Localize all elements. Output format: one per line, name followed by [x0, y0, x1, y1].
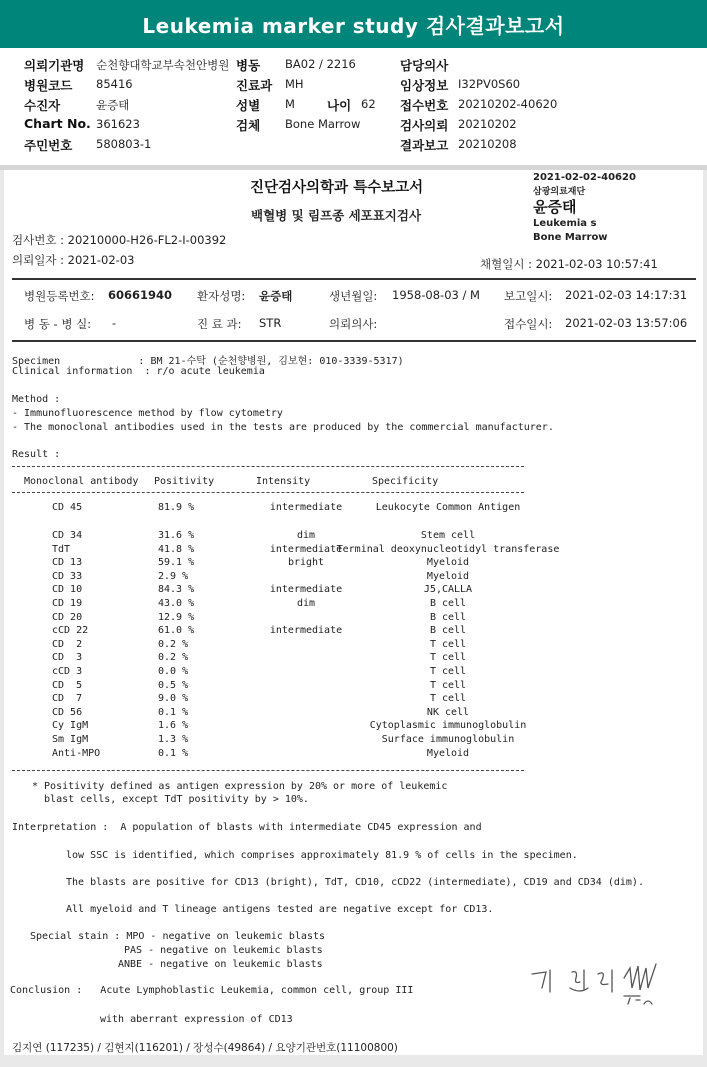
- table-row: [4, 734, 703, 748]
- test-number: 검사번호 : 20210000-H26-FL2-I-00392: [12, 233, 227, 247]
- table-row: [4, 652, 703, 666]
- positivity-cell: 84.3 %: [158, 584, 195, 596]
- patient-value: 윤증태: [96, 98, 130, 112]
- table-row: [4, 598, 703, 612]
- clinical-value: I32PV0S60: [458, 77, 521, 91]
- antibody-cell: CD 45: [52, 502, 83, 513]
- positivity-cell: 0.1 %: [158, 706, 189, 718]
- table-row: [4, 680, 703, 694]
- report-title: 진단검사의학과 특수보고서: [250, 180, 424, 196]
- dept-value: MH: [285, 77, 304, 91]
- specificity-cell: T cell: [429, 652, 467, 664]
- dob-label: 생년월일:: [329, 289, 378, 303]
- col-specificity: Specificity: [372, 476, 439, 487]
- positivity-cell: 81.9 %: [158, 502, 195, 513]
- table-row: [4, 571, 703, 585]
- ward-value: BA02 / 2216: [285, 57, 356, 71]
- table-row: [4, 557, 703, 571]
- specificity-cell: T cell: [429, 666, 467, 677]
- request-date: 의뢰일자 : 2021-02-03: [12, 253, 135, 267]
- positivity-cell: 43.0 %: [158, 598, 195, 609]
- dob-value: 1958-08-03 / M: [392, 288, 480, 302]
- positivity-cell: 0.2 %: [158, 652, 189, 664]
- specificity-cell: J5,CALLA: [423, 584, 473, 596]
- clinic-value: STR: [259, 316, 282, 330]
- specimen-value: Bone Marrow: [285, 117, 361, 131]
- table-row: [4, 639, 703, 653]
- table-row: [4, 584, 703, 598]
- age-label: 나이: [327, 98, 352, 113]
- antibody-cell: Sm IgM: [52, 734, 89, 745]
- stamp-id: 2021-02-02-40620: [533, 172, 636, 183]
- report-header: [0, 0, 707, 48]
- stamp-org: 삼광의료재단: [533, 187, 586, 197]
- patient-info-panel: [0, 48, 707, 165]
- request-value: 20210202: [458, 117, 517, 131]
- antibody-cell: CD 10: [52, 584, 83, 596]
- special-stain-line-3: ANBE - negative on leukemic blasts: [118, 959, 323, 970]
- positivity-cell: 1.3 %: [158, 734, 189, 745]
- positivity-cell: 9.0 %: [158, 693, 189, 705]
- intensity-cell: dim: [296, 530, 316, 541]
- room-value: -: [112, 316, 117, 330]
- specimen-line: Specimen : BM 21-수탁 (순천향병원, 김보현: 010-3339-5317): [12, 356, 404, 367]
- room-label: 병 동 - 병 실:: [24, 317, 92, 331]
- specificity-cell: T cell: [429, 693, 467, 705]
- code-label: 병원코드: [24, 78, 73, 93]
- interpretation-line-3: The blasts are positive for CD13 (bright), TdT, CD10, cCD22 (intermediate), CD19 and CD34 (dim).: [66, 877, 644, 888]
- specificity-cell: T cell: [429, 679, 467, 691]
- positivity-cell: 2.9 %: [158, 570, 189, 582]
- patient-label: 수진자: [24, 98, 61, 113]
- clinic-label: 진 료 과:: [197, 317, 242, 331]
- table-row: [4, 707, 703, 721]
- table-rule-header: [12, 492, 524, 493]
- specificity-cell: Myeloid: [426, 747, 470, 759]
- footnote-line-1: * Positivity defined as antigen expression by 20% or more of leukemic: [32, 781, 448, 792]
- specificity-cell: Myeloid: [426, 557, 470, 569]
- positivity-cell: 0.1 %: [158, 747, 189, 759]
- special-stain-line-1: Special stain : MPO - negative on leukemic blasts: [30, 931, 326, 942]
- table-row: [4, 693, 703, 707]
- specificity-cell: B cell: [429, 625, 467, 637]
- method-title: Method :: [12, 394, 61, 405]
- method-line-2: - The monoclonal antibodies used in the tests are produced by the commercial manufacturer.: [12, 422, 554, 433]
- table-rule-bottom: [12, 770, 524, 771]
- collect-datetime: 채혈일시 : 2021-02-03 10:57:41: [480, 257, 658, 271]
- stamp-name: 윤증태: [533, 198, 577, 216]
- col-intensity: Intensity: [256, 476, 311, 487]
- intensity-cell: bright: [287, 557, 325, 569]
- antibody-cell: cCD 3: [52, 666, 83, 677]
- footnote-line-2: blast cells, except TdT positivity by > 10%.: [32, 794, 309, 805]
- report-value: 20210208: [458, 137, 517, 151]
- antibody-cell: CD 13: [52, 557, 83, 569]
- specificity-cell: Stem cell: [420, 530, 476, 541]
- report-time-label: 보고일시:: [504, 289, 553, 303]
- positivity-cell: 0.2 %: [158, 638, 189, 650]
- specimen-label: 검체: [236, 118, 261, 133]
- special-stain-line-2: PAS - negative on leukemic blasts: [124, 945, 323, 956]
- table-row: [4, 544, 703, 558]
- code-value: 85416: [96, 77, 133, 91]
- table-rule-top: [12, 466, 524, 467]
- antibody-cell: cCD 22: [52, 625, 89, 637]
- name-value: 윤증태: [259, 289, 293, 303]
- antibody-cell: CD 2: [52, 638, 83, 650]
- hospital-label: 의뢰기관명: [24, 58, 85, 73]
- ward-label: 병동: [236, 58, 261, 73]
- antibody-cell: Cy IgM: [52, 720, 89, 732]
- receipt-time-value: 2021-02-03 13:57:06: [565, 316, 688, 330]
- clinical-label: 임상정보: [400, 78, 449, 93]
- intensity-cell: intermediate: [269, 502, 343, 513]
- positivity-cell: 59.1 %: [158, 557, 195, 569]
- receipt-time-label: 접수일시:: [504, 317, 553, 331]
- report-label: 결과보고: [400, 138, 449, 153]
- col-antibody: Monoclonal antibody: [24, 476, 139, 487]
- report-header-title: Leukemia marker study 검사결과보고서: [142, 14, 565, 38]
- method-line-1: - Immunofluorescence method by flow cytometry: [12, 408, 283, 419]
- specificity-cell: Leukocyte Common Antigen: [375, 502, 521, 513]
- positivity-cell: 0.0 %: [158, 666, 189, 677]
- specificity-cell: T cell: [429, 638, 467, 650]
- specificity-cell: B cell: [429, 598, 467, 609]
- interpretation-line-2: low SSC is identified, which comprises approximately 81.9 % of cells in the specimen.: [66, 850, 578, 861]
- reg-value: 60661940: [108, 288, 173, 302]
- chart-value: 361623: [96, 117, 140, 131]
- antibody-cell: CD 20: [52, 611, 83, 623]
- box-top-rule: [12, 278, 696, 280]
- intensity-cell: intermediate: [269, 584, 343, 596]
- intensity-cell: dim: [296, 598, 316, 609]
- chart-label: Chart No.: [24, 116, 91, 131]
- table-row: [4, 530, 703, 544]
- specificity-cell: Myeloid: [426, 570, 470, 582]
- age-value: 62: [361, 97, 376, 111]
- intensity-cell: intermediate: [269, 543, 343, 555]
- stamp-test: Leukemia s: [533, 218, 597, 229]
- col-positivity: Positivity: [154, 476, 215, 487]
- table-row: [4, 748, 703, 762]
- name-label: 환자성명:: [197, 289, 246, 303]
- sex-label: 성별: [236, 98, 261, 113]
- result-title: Result :: [12, 449, 61, 460]
- antibody-cell: Anti-MPO: [52, 747, 101, 759]
- box-bottom-rule: [12, 340, 696, 342]
- signers-line: 김지연 (117235) / 김현지(116201) / 장성수(49864) / 요양기관번호(11100800): [12, 1042, 398, 1054]
- positivity-cell: 1.6 %: [158, 720, 189, 732]
- table-row: [4, 666, 703, 680]
- antibody-cell: CD 56: [52, 706, 83, 718]
- antibody-cell: CD 33: [52, 570, 83, 582]
- receipt-value: 20210202-40620: [458, 97, 558, 111]
- sex-value: M: [285, 97, 295, 111]
- specificity-cell: Cytoplasmic immunoglobulin: [369, 720, 527, 732]
- specificity-cell: B cell: [429, 611, 467, 623]
- conclusion-line-1: Conclusion : Acute Lymphoblastic Leukemia, common cell, group III: [10, 985, 414, 996]
- stamp-specimen: Bone Marrow: [533, 232, 608, 243]
- interpretation-line-1: Interpretation : A population of blasts with intermediate CD45 expression and: [12, 822, 482, 833]
- receipt-label: 접수번호: [400, 98, 449, 113]
- scanned-report: [4, 170, 703, 1055]
- antibody-cell: CD 7: [52, 693, 83, 705]
- table-row: [4, 612, 703, 626]
- doctor-label-2: 의뢰의사:: [329, 317, 378, 331]
- antibody-cell: TdT: [52, 543, 71, 555]
- doctor-label: 담당의사: [400, 58, 449, 73]
- positivity-cell: 12.9 %: [158, 611, 195, 623]
- antibody-cell: CD 34: [52, 530, 83, 541]
- table-row: [4, 720, 703, 734]
- antibody-cell: CD 19: [52, 598, 83, 609]
- table-row: [4, 502, 703, 516]
- rrn-label: 주민번호: [24, 138, 73, 153]
- specificity-cell: Surface immunoglobulin: [381, 734, 515, 745]
- antibody-cell: CD 3: [52, 652, 83, 664]
- handwritten-signature: [524, 960, 674, 1010]
- hospital-value: 순천향대학교부속천안병원: [96, 58, 230, 72]
- specificity-cell: NK cell: [426, 706, 470, 718]
- specificity-cell: Terminal deoxynucleotidyl transferase: [336, 543, 560, 555]
- intensity-cell: intermediate: [269, 625, 343, 637]
- positivity-cell: 31.6 %: [158, 530, 195, 541]
- interpretation-line-4: All myeloid and T lineage antigens tested are negative except for CD13.: [66, 904, 494, 915]
- positivity-cell: 0.5 %: [158, 679, 189, 691]
- table-row: [4, 625, 703, 639]
- report-subtitle: 백혈병 및 림프종 세포표지검사: [251, 208, 422, 223]
- antibody-cell: CD 5: [52, 679, 83, 691]
- clinical-line: Clinical information : r/o acute leukemia: [12, 366, 265, 377]
- positivity-cell: 41.8 %: [158, 543, 195, 555]
- conclusion-line-2: with aberrant expression of CD13: [100, 1014, 293, 1025]
- reg-label: 병원등록번호:: [24, 289, 95, 303]
- rrn-value: 580803-1: [96, 137, 152, 151]
- dept-label: 진료과: [236, 78, 273, 93]
- request-label: 검사의뢰: [400, 118, 449, 133]
- positivity-cell: 61.0 %: [158, 625, 195, 637]
- report-time-value: 2021-02-03 14:17:31: [565, 288, 688, 302]
